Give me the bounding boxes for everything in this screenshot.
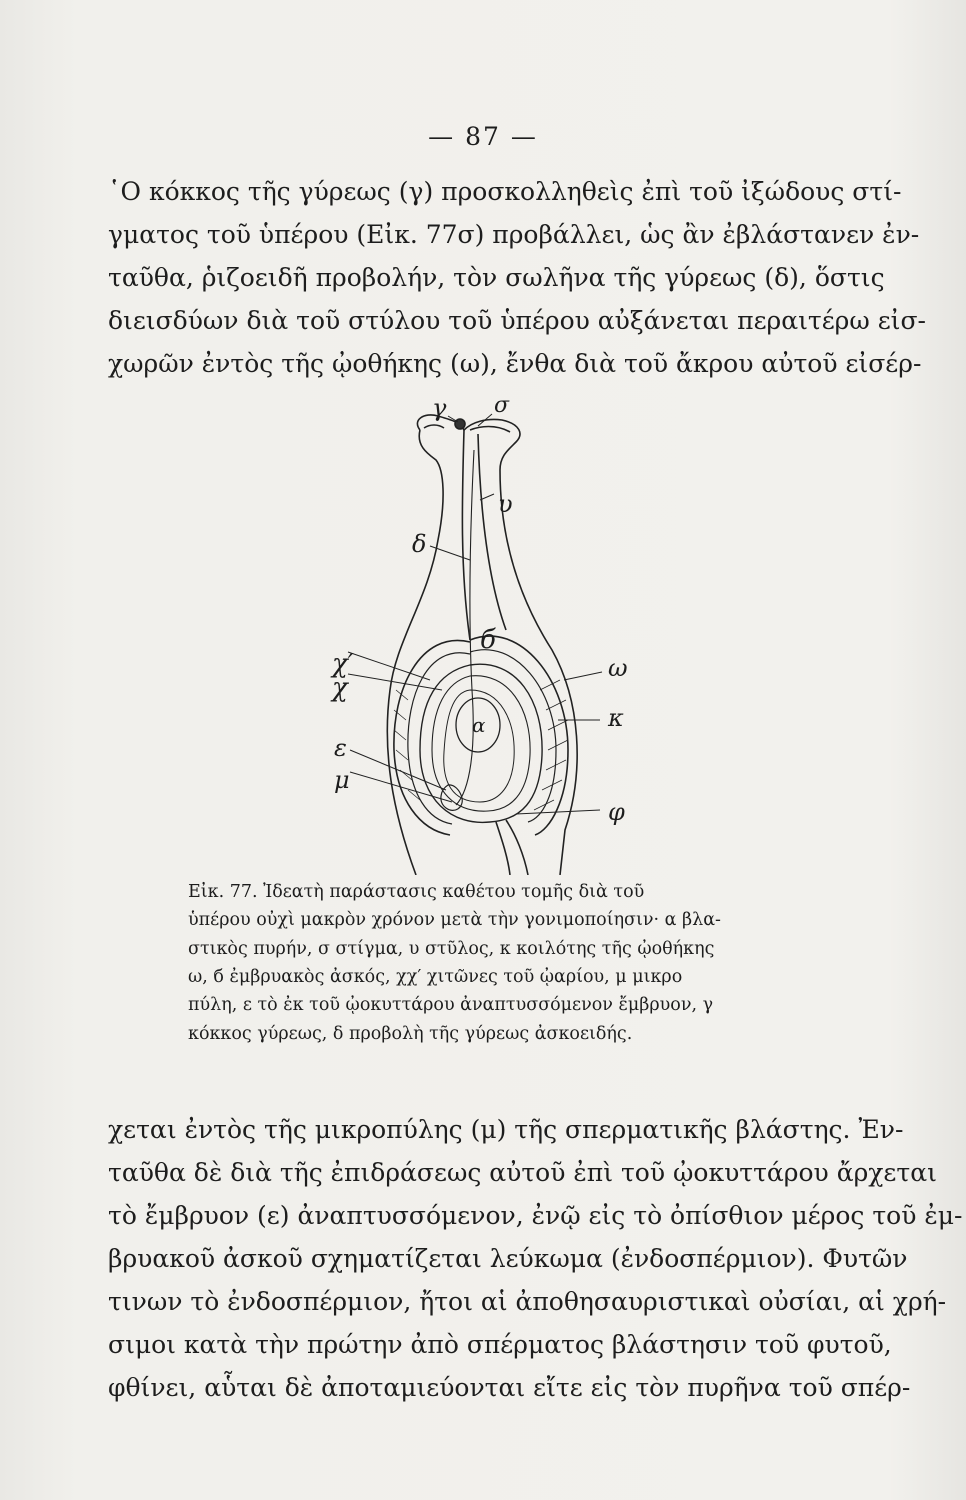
figure-label-kappa: κ (608, 704, 624, 732)
figure-label-delta: δ (412, 530, 427, 558)
text-line: χεται ἐντὸς τῆς μικροπύλης (μ) τῆς σπερματικῆς βλάστης. Ἐν- (108, 1115, 904, 1144)
text-line: ταῦθα, ῥιζοειδῆ προβολήν, τὸν σωλῆνα τῆς γύρεως (δ), ὅστις (108, 263, 885, 292)
text-line: τινων τὸ ἐνδοσπέρμιον, ἤτοι αἱ ἀποθησαυριστικαὶ οὐσίαι, αἱ χρή- (108, 1287, 947, 1316)
text-line: βρυακοῦ ἀσκοῦ σχηματίζεται λεύκωμα (ἐνδοσπέρμιον). Φυτῶν (108, 1244, 908, 1273)
text-line: ῾Ο κόκκος τῆς γύρεως (γ) προσκολληθεὶς ἐπὶ τοῦ ἰξώδους στί- (108, 177, 902, 206)
figure-label-mu: μ (334, 766, 350, 794)
page-number: — 87 — (428, 122, 538, 151)
text-line: ταῦθα δὲ διὰ τῆς ἐπιδράσεως αὐτοῦ ἐπὶ τοῦ ᾠοκυττάρου ἄρχεται (108, 1158, 937, 1187)
caption-line: κόκκος γύρεως, δ προβολὴ τῆς γύρεως ἀσκοειδής. (188, 1023, 633, 1044)
text-line: χωρῶν ἐντὸς τῆς ᾠοθήκης (ω), ἔνθα διὰ τοῦ ἄκρου αὐτοῦ εἰσέρ- (108, 349, 922, 378)
caption-line: πύλη, ε τὸ ἐκ τοῦ ᾠοκυττάρου ἀναπτυσσόμενον ἔμβρυον, γ (188, 995, 714, 1016)
figure-label-beta: б (480, 625, 496, 655)
figure-label-sigma: σ (494, 393, 510, 418)
figure-caption (188, 878, 800, 1048)
text-line: γματος τοῦ ὑπέρου (Εἰκ. 77σ) προβάλλει, ὡς ἂν ἐβλάστανεν ἐν- (108, 220, 920, 249)
figure-label-upsilon: υ (498, 490, 513, 518)
text-line: διεισδύων διὰ τοῦ στύλου τοῦ ὑπέρου αὐξάνεται περαιτέρω εἰσ- (108, 306, 926, 335)
figure-label-omega: ω (608, 654, 628, 682)
figure-label-alpha: α (472, 713, 486, 737)
figure-label-chi-prime: χ′ (332, 649, 354, 679)
caption-line: ὑπέρου οὐχὶ μακρὸν χρόνον μετὰ τὴν γονιμοποίησιν· α βλα- (188, 910, 721, 931)
figure-label-chi: χ (332, 673, 348, 703)
caption-line: Εἰκ. 77. Ἰδεατὴ παράστασις καθέτου τομῆς διὰ τοῦ (188, 882, 645, 902)
top-paragraph (108, 170, 926, 385)
caption-line: στικὸς πυρήν, σ στίγμα, υ στῦλος, κ κοιλότης τῆς ᾠοθήκης (188, 938, 715, 959)
figure-label-phi: φ (608, 798, 625, 826)
figure-label-gamma: γ (432, 394, 447, 422)
text-line: φθίνει, αὗται δὲ ἀποταμιεύονται εἴτε εἰς τὸν πυρῆνα τοῦ σπέρ- (108, 1373, 911, 1402)
caption-line: ω, б ἐμβρυακὸς ἀσκός, χχ′ χιτῶνες τοῦ ᾠαρίου, μ μικρο (188, 967, 683, 988)
pistil-section-figure (320, 390, 650, 875)
bottom-paragraph (108, 1108, 963, 1409)
pistil-section-illustration (320, 390, 650, 875)
text-line: τὸ ἔμβρυον (ε) ἀναπτυσσόμενον, ἐνῷ εἰς τὸ ὀπίσθιον μέρος τοῦ ἐμ- (108, 1201, 963, 1230)
figure-label-epsilon: ε (334, 734, 347, 762)
text-line: σιμοι κατὰ τὴν πρώτην ἀπὸ σπέρματος βλάστησιν τοῦ φυτοῦ, (108, 1330, 892, 1359)
